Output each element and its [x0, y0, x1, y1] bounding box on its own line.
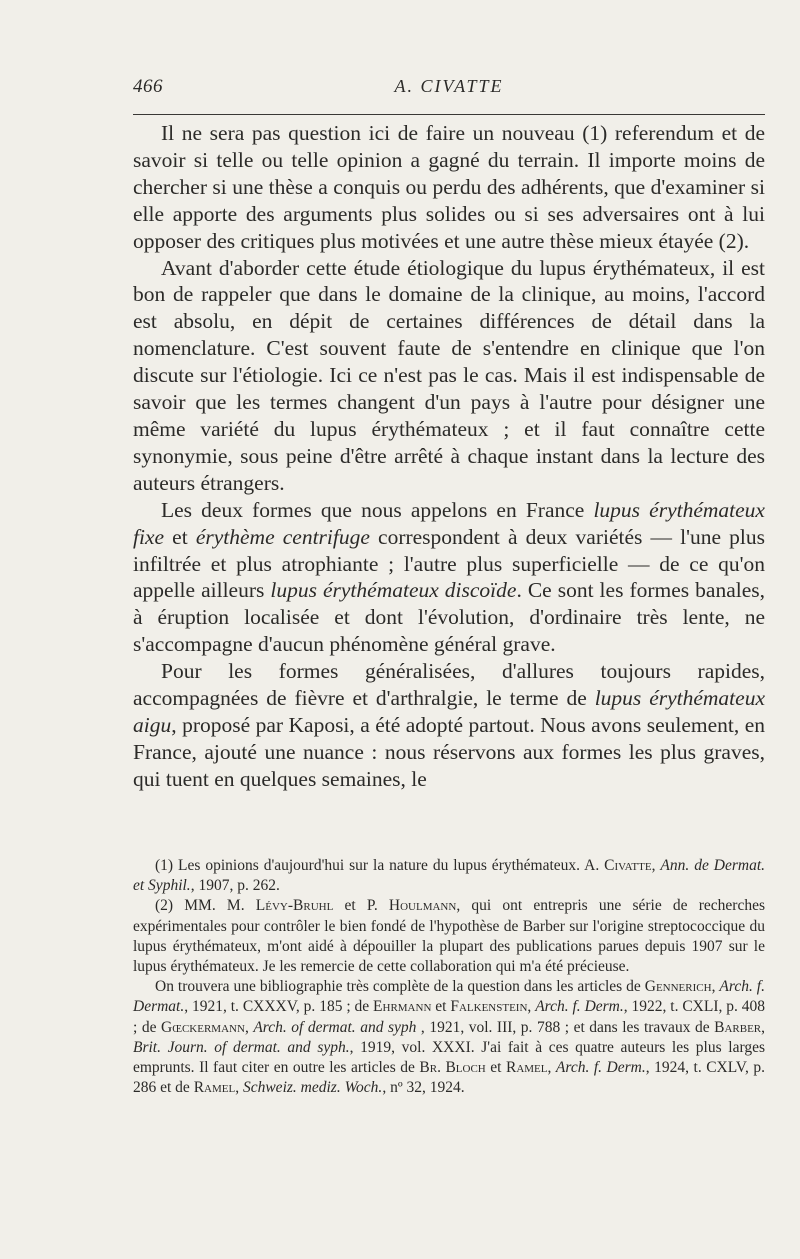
text-span: , [244, 1018, 254, 1036]
footnote-1 [133, 856, 765, 896]
page-number: 466 [133, 76, 163, 97]
text-span: , 1921, vol. III, p. 788 ; et dans les travaux de [416, 1018, 715, 1036]
text-span: , [527, 998, 536, 1016]
text-span: , [547, 1059, 556, 1077]
author-name: Gœckermann [161, 1018, 245, 1036]
italic-term: érythème centrifuge [195, 524, 370, 549]
text-span: , 1924, t. CXLV, p. 286 et de [133, 1059, 766, 1097]
author-name: Ramel [505, 1059, 548, 1077]
text-span: , 1922, t. CXLI, p. 408 ; de [133, 998, 766, 1036]
text-span: et [485, 1059, 506, 1077]
paragraph-1: Il ne sera pas question ici de faire un nouveau (1) referendum et de savoir si telle ou telle opinion a gagné du terrain. Il importe moins de chercher si une thèse a conquis ou perdu des adhérents, que d'examiner si elle apporte des arguments plus solides ou si ses adversaires ont à lui opposer des critiques plus motivées et une autre thèse mieux étayée (2). [133, 121, 765, 253]
author-name: Gennerich [644, 978, 712, 996]
author-name: Houlmann [388, 897, 457, 915]
journal-title: Arch. f. Derm. [535, 998, 624, 1016]
text-span: , qui ont entrepris une série de recherches expérimentales pour contrôler le bien fondé de l'hypothèse de Barber sur l'origine streptococcique du lupus érythémateux, m'ont aidé à dépouiller la plupart des publications parues depuis 1907 sur le lupus érythémateux. Je les remercie de cette collaboration qui m'a été précieuse. [133, 897, 765, 976]
journal-title: Arch. of dermat. and syph [253, 1018, 417, 1036]
paragraph-4 [133, 658, 765, 793]
text-span: , nº 32, 1924. [382, 1079, 465, 1097]
text-span: , 1907, p. 262. [190, 877, 280, 895]
journal-title: Arch. f. Derm. [555, 1059, 646, 1077]
text-span: . Ce sont les formes banales, à éruption localisée et dont l'évolution, d'ordinaire très lente, ne s'accompagne d'aucun phénomène général grave. [133, 578, 765, 657]
author-name: Barber [714, 1018, 762, 1036]
author-name: Br. Bloch [419, 1059, 486, 1077]
text-span: et P. [333, 897, 389, 915]
text-span: et [164, 524, 196, 549]
paragraph-3 [133, 497, 765, 658]
author-name: Lévy-Bruhl [255, 897, 334, 915]
text-span: Pour les formes généralisées, d'allures toujours rapides, accompagnées de fièvre et d'arthralgie, le terme de [133, 659, 765, 711]
text-span: , [711, 978, 720, 996]
text-span: , 1921, t. CXXXV, p. 185 ; de [184, 998, 374, 1016]
author-name: Ramel [193, 1079, 236, 1097]
text-span: , [761, 1018, 766, 1036]
text-span: , [235, 1079, 243, 1097]
author-name: Ehrmann [373, 998, 432, 1016]
author-name: Civatte [604, 857, 652, 874]
italic-term: lupus érythémateux aigu [133, 686, 765, 737]
footnotes [133, 856, 765, 1098]
text-span: correspondent à deux variétés — l'une plus infiltrée et plus atrophiante ; l'autre plus superficielle — de ce qu'on appelle ailleurs [133, 524, 765, 603]
text-span: , [651, 857, 661, 874]
journal-title: Schweiz. mediz. Woch. [242, 1079, 383, 1097]
text-span: et [431, 998, 451, 1016]
main-text [133, 120, 765, 793]
text-span: (1) Les opinions d'aujourd'hui sur la nature du lupus érythémateux. A. [155, 857, 605, 874]
footnote-2 [133, 896, 765, 977]
footnote-2-continued [133, 977, 765, 1098]
text-span: Les deux formes que nous appelons en France [161, 497, 594, 522]
page-header [133, 76, 765, 104]
text-span: On trouvera une bibliographie très complète de la question dans les articles de [155, 978, 645, 996]
journal-title: Ann. de Dermat. et Syphil. [133, 857, 766, 895]
paragraph-2: Avant d'aborder cette étude étiologique du lupus érythémateux, il est bon de rappeler que dans le domaine de la clinique, au moins, l'accord est absolu, en dépit de certaines différences de détail dans la nomenclature. C'est souvent faute de s'entendre en clinique que l'on discute sur l'étiologie. Ici ce n'est pas le cas. Mais il est indispensable de savoir que les termes changent d'un pays à l'autre pour désigner une même variété du lupus érythémateux ; et il faut connaître cette synonymie, sous peine d'être arrêté à chaque instant dans la lecture des auteurs étrangers. [133, 255, 765, 495]
text-span: (2) MM. M. [155, 897, 256, 915]
italic-term: lupus érythémateux discoïde [270, 578, 517, 603]
text-span: , 1919, vol. XXXI. J'ai fait à ces quatre auteurs les plus larges emprunts. Il faut citer en outre les articles de [133, 1038, 765, 1077]
italic-term: lupus érythémateux fixe [133, 497, 765, 549]
journal-title: Brit. Journ. of dermat. and syph. [133, 1038, 350, 1056]
author-name: Falkenstein [450, 998, 528, 1016]
running-head: A. CIVATTE [394, 76, 504, 96]
text-span: , proposé par Kaposi, a été adopté partout. Nous avons seulement, en France, ajouté une nuance : nous réservons aux formes les plus graves, qui tuent en quelques semaines, le [133, 712, 765, 791]
header-rule [133, 114, 765, 115]
journal-title: Arch. f. Dermat. [133, 978, 765, 1016]
